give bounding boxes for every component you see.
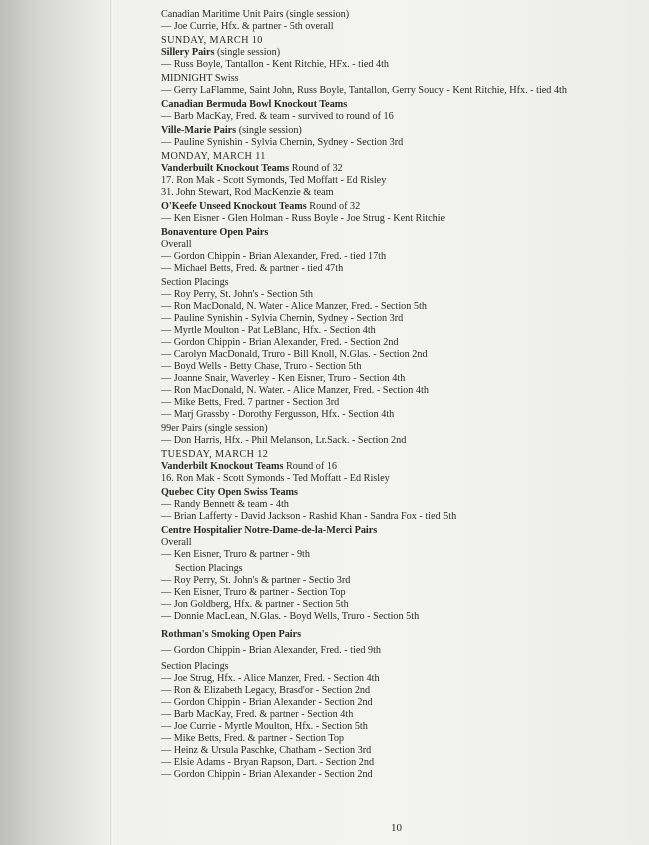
event-title: Quebec City Open Swiss Teams — [161, 487, 298, 498]
event-title: 99er Pairs (single session) — [161, 423, 268, 434]
result-line: — Michael Betts, Fred. & partner - tied 47th — [161, 263, 344, 274]
day-heading: TUESDAY, MARCH 12 — [161, 449, 269, 460]
result-line: — Myrtle Moulton - Pat LeBlanc, Hfx. - Section 4th — [161, 325, 376, 336]
result-line: — Ron & Elizabeth Legacy, Brasd'or - Section 2nd — [161, 685, 371, 696]
result-line: — Donnie MacLean, N.Glas. - Boyd Wells, Truro - Section 5th — [161, 611, 420, 622]
result-line: — Gordon Chippin - Brian Alexander - Section 2nd — [161, 769, 373, 780]
result-line: — Joe Currie, Hfx. & partner - 5th overall — [161, 21, 334, 32]
event-title: Vanderbuilt Knockout Teams Round of 32 — [161, 163, 343, 174]
result-line: — Gordon Chippin - Brian Alexander - Section 2nd — [161, 697, 373, 708]
result-line: — Ken Eisner, Truro & partner - Section Top — [161, 587, 346, 598]
result-line: — Gordon Chippin - Brian Alexander, Fred. - Section 2nd — [161, 337, 399, 348]
result-line: — Roy Perry, St. John's & partner - Sectio 3rd — [161, 575, 351, 586]
day-heading: SUNDAY, MARCH 10 — [161, 35, 263, 46]
event-title: Rothman's Smoking Open Pairs — [161, 629, 302, 640]
result-line: 17. Ron Mak - Scott Symonds, Ted Moffatt - Ed Risley — [161, 175, 387, 186]
result-line: — Barb MacKay, Fred. & team - survived to round of 16 — [161, 111, 394, 122]
result-line: — Carolyn MacDonald, Truro - Bill Knoll, N.Glas. - Section 2nd — [161, 349, 428, 360]
result-line: — Brian Lafferty - David Jackson - Rashid Khan - Sandra Fox - tied 5th — [161, 511, 457, 522]
result-line: — Ron MacDonald, N. Water. - Alice Manzer, Fred. - Section 4th — [161, 385, 429, 396]
event-title: Canadian Maritime Unit Pairs (single session) — [161, 9, 350, 20]
result-line: — Ken Eisner, Truro & partner - 9th — [161, 549, 310, 560]
result-line: — Randy Bennett & team - 4th — [161, 499, 289, 510]
result-line: — Roy Perry, St. John's - Section 5th — [161, 289, 314, 300]
result-line: — Joe Strug, Hfx. - Alice Manzer, Fred. - Section 4th — [161, 673, 380, 684]
result-line: 31. John Stewart, Rod MacKenzie & team — [161, 187, 334, 198]
result-line: — Gordon Chippin - Brian Alexander, Fred. - tied 9th — [161, 645, 382, 656]
result-line: — Gerry LaFlamme, Saint John, Russ Boyle, Tantallon, Gerry Soucy - Kent Ritchie, Hfx. - tied 4th — [161, 85, 567, 96]
day-heading: MONDAY, MARCH 11 — [161, 151, 266, 162]
result-line: — Russ Boyle, Tantallon - Kent Ritchie, HFx. - tied 4th — [161, 59, 390, 70]
subheading: Section Placings — [175, 563, 243, 574]
result-line: — Pauline Synishin - Sylvia Chernin, Sydney - Section 3rd — [161, 137, 404, 148]
binding-gutter — [110, 0, 113, 845]
subheading: Section Placings — [161, 661, 229, 672]
result-line: — Heinz & Ursula Paschke, Chatham - Section 3rd — [161, 745, 372, 756]
result-line: — Boyd Wells - Betty Chase, Truro - Section 5th — [161, 361, 362, 372]
result-line: — Mike Betts, Fred. & partner - Section Top — [161, 733, 345, 744]
result-line: — Joanne Snair, Waverley - Ken Eisner, Truro - Section 4th — [161, 373, 406, 384]
result-line: — Marj Grassby - Dorothy Fergusson, Hfx. - Section 4th — [161, 409, 395, 420]
event-title: Vanderbilt Knockout Teams Round of 16 — [161, 461, 337, 472]
result-line: — Ken Eisner - Glen Holman - Russ Boyle - Joe Strug - Kent Ritchie — [161, 213, 446, 224]
subheading: Overall — [161, 537, 192, 548]
result-line: — Don Harris, Hfx. - Phil Melanson, Lr.Sack. - Section 2nd — [161, 435, 407, 446]
event-title: MIDNIGHT Swiss — [161, 73, 239, 84]
page-number: 10 — [391, 822, 402, 834]
event-title: Canadian Bermuda Bowl Knockout Teams — [161, 99, 348, 110]
result-line: — Gordon Chippin - Brian Alexander, Fred. - tied 17th — [161, 251, 387, 262]
result-line: — Mike Betts, Fred. 7 partner - Section 3rd — [161, 397, 340, 408]
results-column — [161, 9, 641, 781]
event-title: Sillery Pairs (single session) — [161, 47, 281, 58]
result-line: — Elsie Adams - Bryan Rapson, Dart. - Section 2nd — [161, 757, 375, 768]
result-line: — Barb MacKay, Fred. & partner - Section 4th — [161, 709, 354, 720]
event-title: Centre Hospitalier Notre-Dame-de-la-Merci Pairs — [161, 525, 378, 536]
subheading: Overall — [161, 239, 192, 250]
event-title: Ville-Marie Pairs (single session) — [161, 125, 302, 136]
result-line: — Pauline Synishin - Sylvia Chernin, Sydney - Section 3rd — [161, 313, 404, 324]
subheading: Section Placings — [161, 277, 229, 288]
result-line: — Jon Goldberg, Hfx. & partner - Section 5th — [161, 599, 349, 610]
result-line: — Joe Currie - Myrtle Moulton, Hfx. - Section 5th — [161, 721, 368, 732]
result-line: 16. Ron Mak - Scott Symonds - Ted Moffatt - Ed Risley — [161, 473, 390, 484]
result-line: — Ron MacDonald, N. Water - Alice Manzer, Fred. - Section 5th — [161, 301, 427, 312]
event-title: Bonaventure Open Pairs — [161, 227, 269, 238]
event-title: O'Keefe Unseed Knockout Teams Round of 32 — [161, 201, 361, 212]
